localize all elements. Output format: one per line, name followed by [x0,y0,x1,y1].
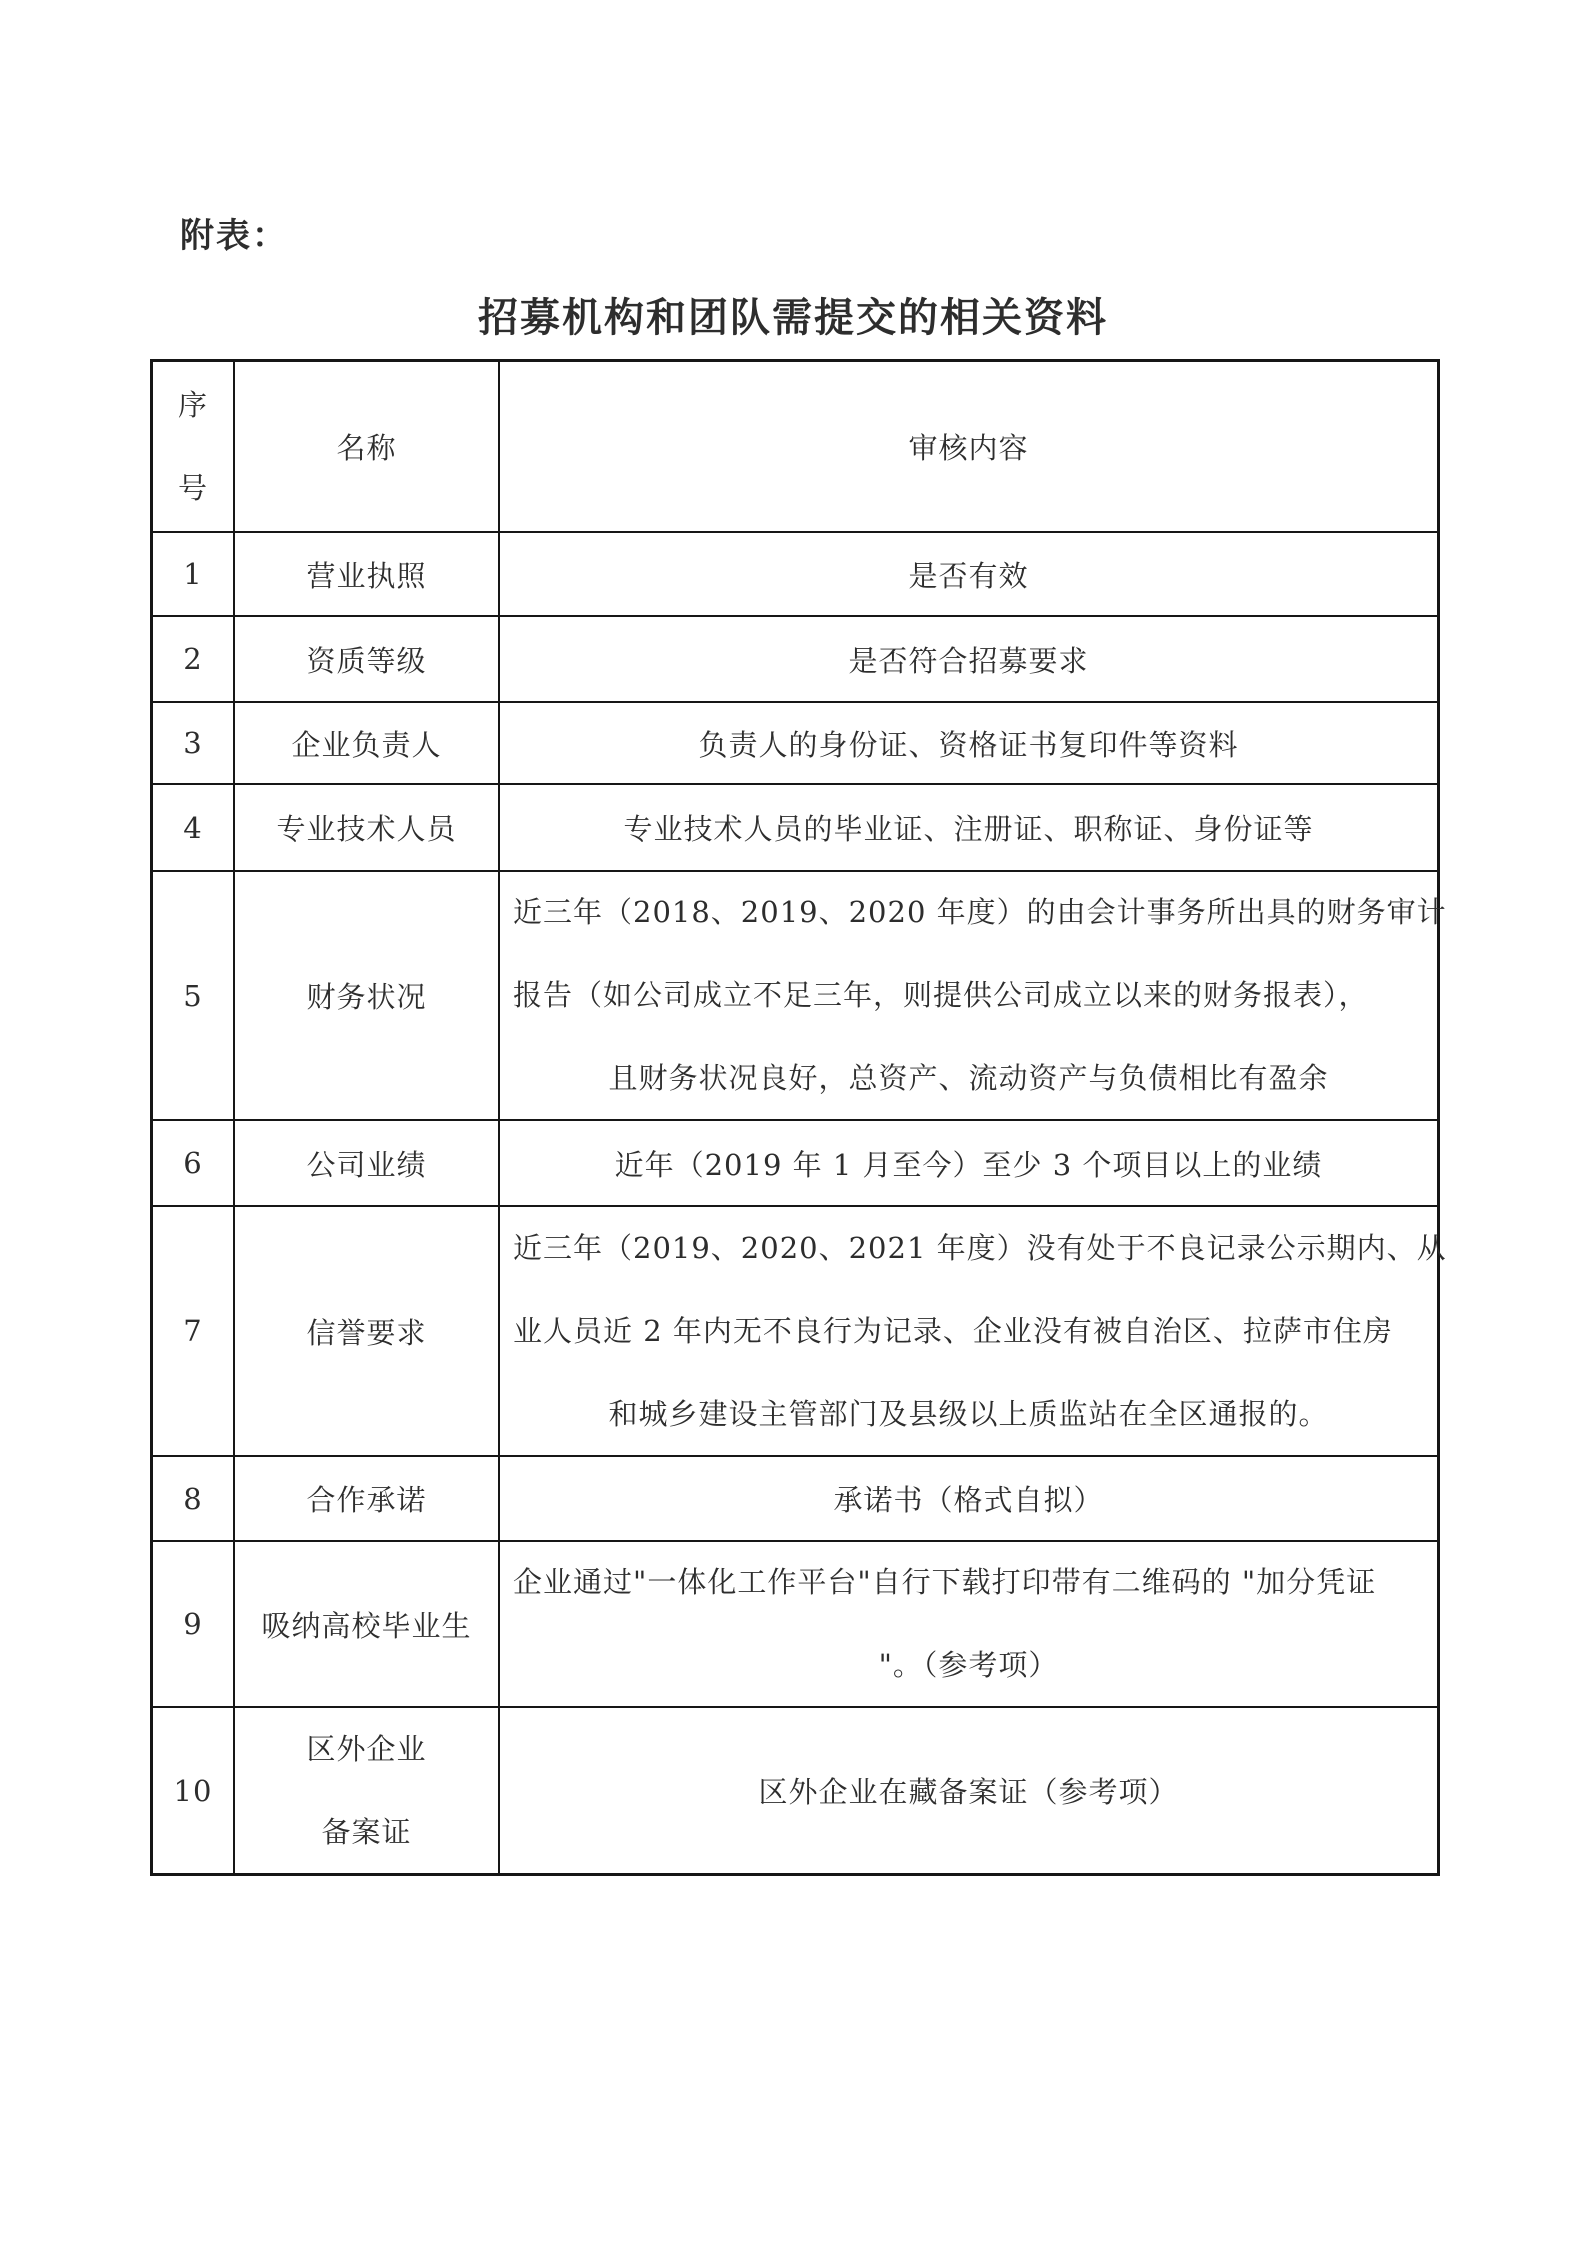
content-line: 业人员近 2 年内无不良行为记录、企业没有被自治区、拉萨市住房 [513,1313,1393,1348]
content-line: "。（参考项） [878,1648,1059,1682]
cell-content [500,1542,1437,1706]
header-no-line2: 号 [177,470,208,505]
cell-content: 是否有效 [908,558,1029,593]
cell-no: 10 [173,1773,213,1808]
cell-content: 是否符合招募要求 [848,643,1089,678]
content-line: 近三年（2018、2019、2020 年度）的由会计事务所出具的财务审计 [513,895,1447,929]
table-row [153,701,1437,783]
cell-no: 1 [183,557,203,591]
cell-name: 公司业绩 [233,1121,500,1205]
cell-no: 3 [183,726,203,760]
cell-name: 企业负责人 [233,703,500,783]
cell-content [500,872,1447,1119]
table-row [153,1119,1437,1205]
table-row [153,870,1447,1119]
cell-name: 资质等级 [233,617,500,701]
cell-name: 吸纳高校毕业生 [233,1542,500,1706]
cell-name: 信誉要求 [233,1207,500,1455]
cell-name: 专业技术人员 [233,785,500,870]
cell-no: 2 [183,642,203,676]
table-row [153,783,1437,870]
cell-content: 近年（2019 年 1 月至今）至少 3 个项目以上的业绩 [614,1147,1323,1182]
table-row [153,1455,1437,1540]
table-row [153,1540,1437,1706]
table-row [153,531,1437,615]
cell-name: 财务状况 [233,872,500,1119]
cell-name [233,1708,500,1873]
cell-no: 5 [183,978,203,1013]
content-line: 企业通过"一体化工作平台"自行下载打印带有二维码的 "加分凭证 [513,1565,1377,1599]
cell-no: 4 [183,810,203,845]
name-line: 区外企业 [306,1731,427,1766]
content-line: 和城乡建设主管部门及县级以上质监站在全区通报的。 [608,1396,1329,1431]
table-row [153,1205,1447,1455]
header-no-line1: 序 [177,387,208,422]
content-line: 且财务状况良好，总资产、流动资产与负债相比有盈余 [608,1061,1329,1095]
appendix-label: 附表： [180,216,288,256]
header-name: 名称 [233,362,500,531]
materials-table [150,359,1447,1876]
cell-content: 承诺书（格式自拟） [833,1483,1104,1517]
page-title: 招募机构和团队需提交的相关资料 [478,294,1108,341]
cell-no: 8 [183,1481,203,1516]
cell-name: 营业执照 [233,533,500,615]
name-line: 备案证 [321,1814,412,1849]
table-header-row [153,362,1437,531]
cell-name: 合作承诺 [233,1457,500,1540]
cell-content: 专业技术人员的毕业证、注册证、职称证、身份证等 [623,812,1314,846]
cell-content: 负责人的身份证、资格证书复印件等资料 [698,727,1239,762]
header-content: 审核内容 [908,431,1029,465]
cell-no: 9 [183,1607,203,1641]
content-line: 报告（如公司成立不足三年，则提供公司成立以来的财务报表）， [513,978,1369,1012]
content-line: 近三年（2019、2020、2021 年度）没有处于不良记录公示期内、从 [513,1230,1447,1265]
table-row [153,1706,1437,1873]
cell-no: 7 [183,1314,203,1348]
header-no [153,362,233,531]
cell-content: 区外企业在藏备案证（参考项） [758,1775,1179,1809]
cell-no: 6 [183,1146,203,1180]
cell-content [500,1207,1447,1455]
table-row [153,615,1437,701]
